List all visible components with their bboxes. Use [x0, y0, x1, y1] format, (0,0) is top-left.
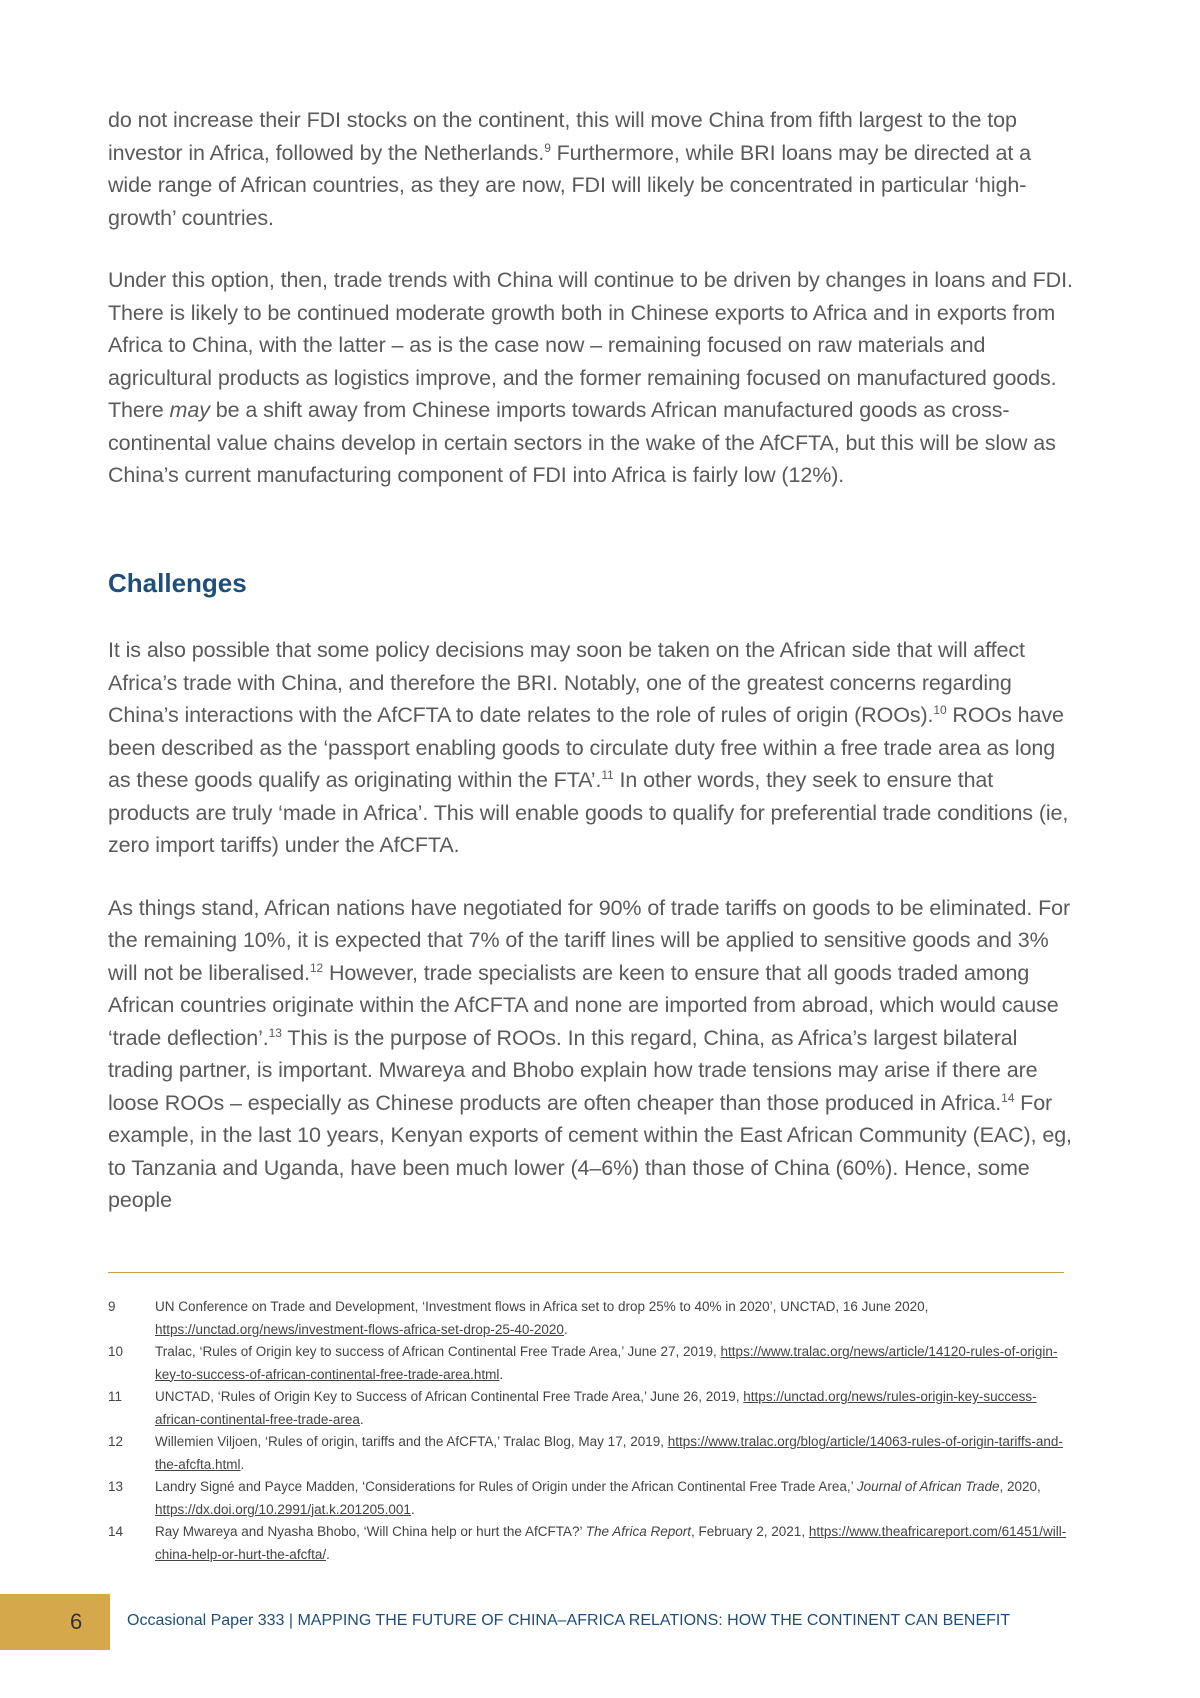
footnote-number: 9 [108, 1299, 116, 1314]
footnote-tail: . [240, 1456, 245, 1472]
footnote-tail: . [410, 1501, 415, 1517]
p3-text-b: ROOs have been described as the ‘passport enabling goods to circulate duty free within a free trade area as long as these goods qualify as originating within the FTA’. [108, 703, 1064, 792]
footnote-text [155, 1431, 1068, 1476]
paragraph-4 [108, 892, 1073, 1217]
footnote-number: 11 [108, 1389, 123, 1404]
page-number: 6 [70, 1609, 83, 1634]
footnote-tail: . [563, 1321, 568, 1337]
footnote-body: UNCTAD, ‘Rules of Origin Key to Success of African Continental Free Trade Area,’ June 26, 2019, [155, 1389, 744, 1404]
footnote-body-2: , 2020, [999, 1479, 1041, 1494]
footnote-body-2: , February 2, 2021, [691, 1524, 809, 1539]
footnote-emphasis: The Africa Report [585, 1524, 691, 1539]
footnote-item [108, 1431, 1068, 1476]
footnote-item [108, 1521, 1068, 1566]
footnote-ref-12[interactable]: 12 [309, 960, 324, 975]
footnote-ref-11[interactable]: 11 [601, 767, 614, 782]
footnote-ref-14[interactable]: 14 [1001, 1090, 1015, 1105]
p4-text-a: As things stand, African nations have negotiated for 90% of trade tariffs on goods to be eliminated. For the remaining 10%, it is expected that 7% of the tariff lines will be applied to sensitive goods and 3% will not be liberalised. [108, 895, 1071, 985]
footnotes-list [108, 1296, 1068, 1566]
footnote-text [155, 1521, 1068, 1566]
intro-section [108, 104, 1073, 492]
footnote-link[interactable]: https://www.tralac.org/news/article/14120-rules-of-origin-key-to-success-of-african-continental-free-trade-area.html [155, 1344, 1058, 1382]
p2-text-b: be a shift away from Chinese imports towards African manufactured goods as cross-continental value chains develop in certain sectors in the wake of the AfCFTA, but this will be slow as China’s current manufacturing component of FDI into Africa is fairly low (12%). [108, 398, 1056, 487]
footnote-number: 10 [108, 1344, 124, 1359]
footnote-divider [108, 1272, 1064, 1273]
footnote-number: 13 [108, 1479, 124, 1494]
footnote-tail: . [326, 1546, 330, 1562]
footnote-link[interactable]: https://unctad.org/news/investment-flows-africa-set-drop-25-40-2020 [155, 1321, 564, 1337]
footnote-link[interactable]: https://unctad.org/news/rules-origin-key-success-african-continental-free-trade-area [155, 1389, 1037, 1427]
p4-text-d: For example, in the last 10 years, Kenyan exports of cement within the East African Community (EAC), eg, to Tanzania and Uganda, have been much lower (4–6%) than those of China (60%). Hence, some people [108, 1090, 1072, 1212]
footnote-item [108, 1296, 1068, 1341]
footnote-tail: . [499, 1366, 504, 1382]
footnote-body: Tralac, ‘Rules of Origin key to success of African Continental Free Trade Area,’ June 27, 2019, [155, 1344, 721, 1359]
p4-text-b: However, trade specialists are keen to ensure that all goods traded among African countries originate within the AfCFTA and none are imported from abroad, which would cause ‘trade deflection’. [108, 960, 1059, 1050]
p3-text-c: In other words, they seek to ensure that products are truly ‘made in Africa’. This will enable goods to qualify for preferential trade conditions (ie, zero import tariffs) under the AfCFTA. [108, 768, 1069, 857]
footnote-text [155, 1476, 1068, 1521]
footnote-item [108, 1476, 1068, 1521]
p4-text-c: This is the purpose of ROOs. In this regard, China, as Africa’s largest bilateral trading partner, is important. Mwareya and Bhobo explain how trade tensions may arise if there are loose ROOs – especially as Chinese products are often cheaper than those produced in Africa. [108, 1025, 1038, 1115]
footnote-number: 12 [108, 1434, 124, 1449]
footnote-text [155, 1341, 1068, 1386]
footnote-item [108, 1341, 1068, 1386]
section-heading: Challenges [108, 568, 247, 598]
p1-text-b: Furthermore, while BRI loans may be directed at a wide range of African countries, as they are now, FDI will likely be concentrated in particular ‘high-growth’ countries. [108, 140, 1031, 230]
p3-text-a: It is also possible that some policy decisions may soon be taken on the African side that will affect Africa’s trade with China, and therefore the BRI. Notably, one of the greatest concerns regarding China’s interactions with the AfCFTA to date relates to the role of rules of origin (ROOs). [108, 638, 1025, 727]
footnote-body: Ray Mwareya and Nyasha Bhobo, ‘Will China help or hurt the AfCFTA?’ [155, 1524, 586, 1539]
p2-text-a: Under this option, then, trade trends with China will continue to be driven by changes in loans and FDI. There is likely to be continued moderate growth both in Chinese exports to Africa and in exports from Africa to China, with the latter – as is the case now – remaining focused on raw materials and agricultural products as logistics improve, and the former remaining focused on manufactured goods. There [108, 268, 1073, 422]
footnote-link[interactable]: https://www.theafricareport.com/61451/will-china-help-or-hurt-the-afcfta/ [155, 1524, 1067, 1562]
footnote-body: Landry Signé and Payce Madden, ‘Considerations for Rules of Origin under the African Continental Free Trade Area,’ [155, 1479, 857, 1494]
footnote-ref-9[interactable]: 9 [544, 140, 551, 155]
footnote-text [155, 1386, 1068, 1431]
footnote-body: Willemien Viljoen, ‘Rules of origin, tariffs and the AfCFTA,’ Tralac Blog, May 17, 2019, [155, 1434, 668, 1449]
footnote-link[interactable]: https://www.tralac.org/blog/article/14063-rules-of-origin-tariffs-and-the-afcfta.html [155, 1434, 1063, 1472]
footnote-ref-10[interactable]: 10 [933, 702, 947, 717]
challenges-section [108, 634, 1073, 1217]
paragraph-3 [108, 634, 1073, 862]
footnote-tail: . [359, 1411, 364, 1427]
footnote-number: 14 [108, 1524, 124, 1539]
p2-emphasis: may [169, 398, 210, 422]
footnote-item [108, 1386, 1068, 1431]
p1-text-a: do not increase their FDI stocks on the continent, this will move China from fifth largest to the top investor in Africa, followed by the Netherlands. [108, 108, 1017, 165]
running-footer: Occasional Paper 333 | MAPPING THE FUTURE OF CHINA–AFRICA RELATIONS: HOW THE CONTINENT CAN BENEFIT [127, 1612, 1011, 1629]
paragraph-2 [108, 264, 1073, 492]
footnote-link[interactable]: https://dx.doi.org/10.2991/jat.k.201205.001 [155, 1501, 411, 1517]
footnote-ref-13[interactable]: 13 [268, 1025, 282, 1040]
footnote-body: UN Conference on Trade and Development, ‘Investment flows in Africa set to drop 25% to 40% in 2020’, UNCTAD, 16 June 2020, [155, 1299, 929, 1314]
footnote-emphasis: Journal of African Trade [856, 1479, 1000, 1494]
paragraph-1 [108, 104, 1073, 234]
footnote-text [155, 1296, 1068, 1341]
